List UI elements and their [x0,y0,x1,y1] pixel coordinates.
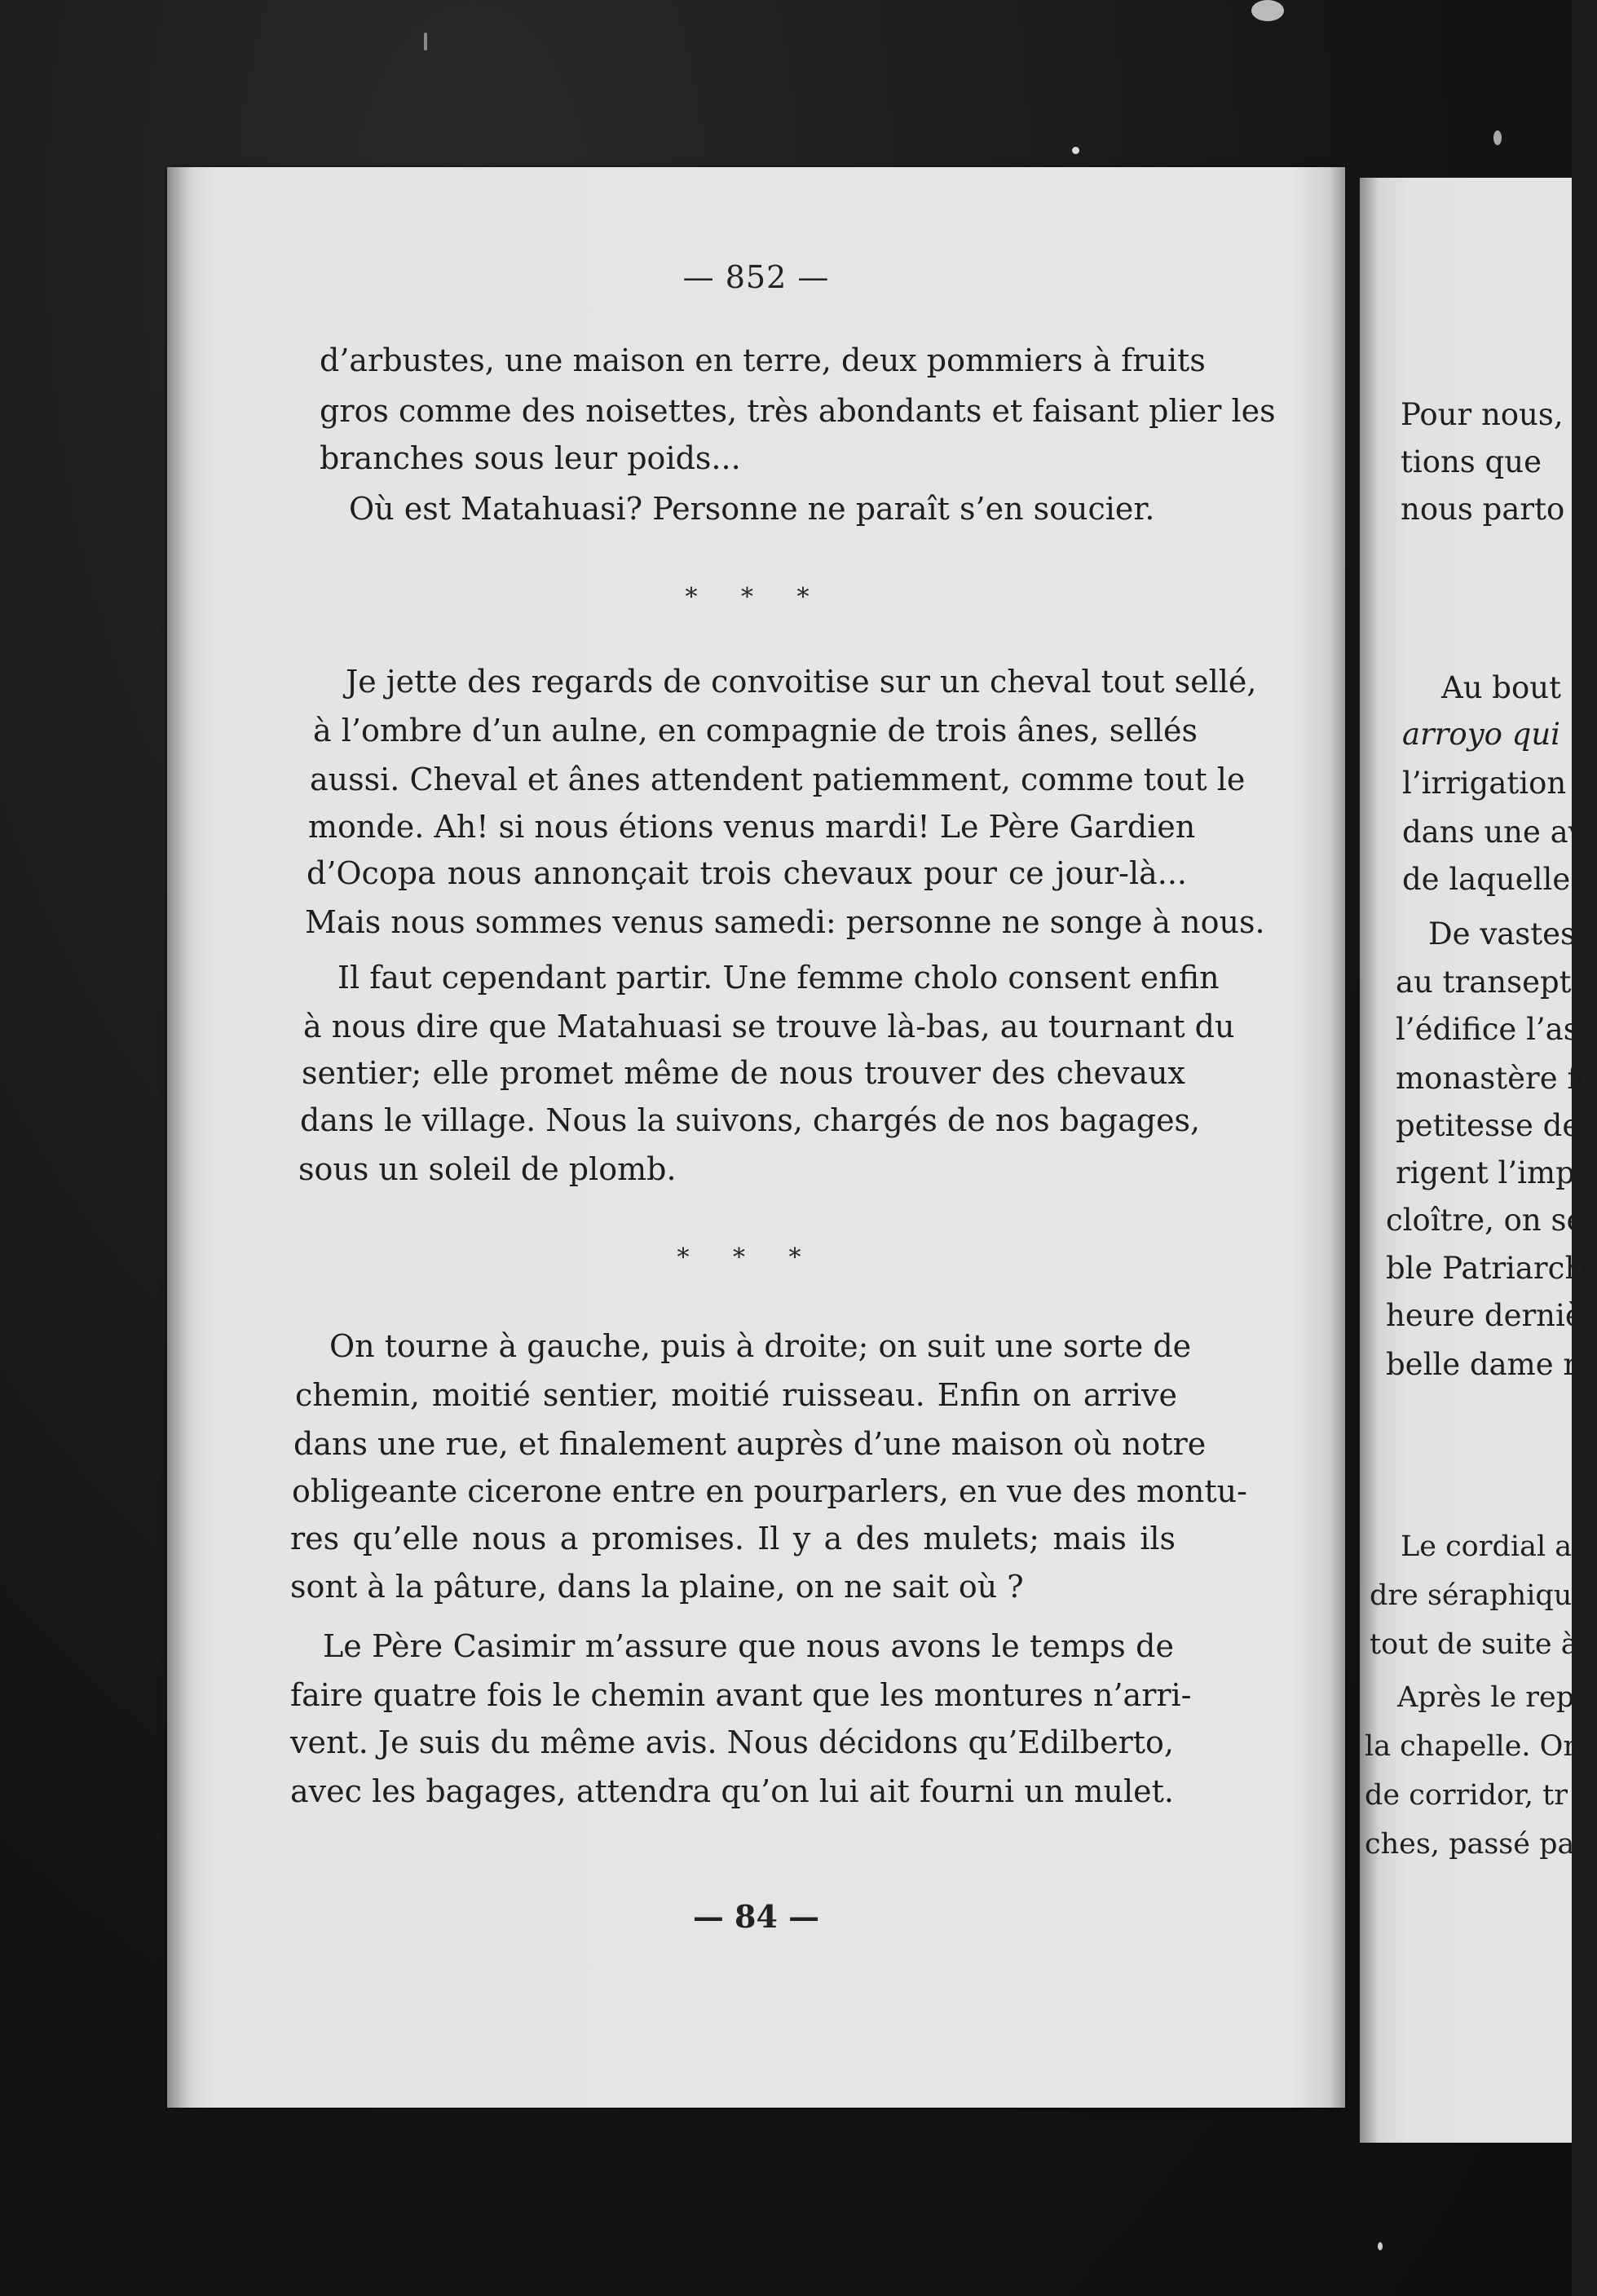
text-line: res qu’elle nous a promises. Il y a des mulets; mais ils [290,1521,1176,1556]
text-line: à nous dire que Matahuasi se trouve là-bas, au tournant du [303,1009,1235,1044]
right-text-line: ble Patriarch [1386,1251,1585,1286]
text-line: obligeante cicerone entre en pourparlers, en vue des montu- [292,1473,1247,1509]
right-text-line: monastère fr [1396,1061,1593,1096]
page-number-footer: — 84 — [692,1898,820,1935]
right-text-line: rigent l’impr [1396,1155,1590,1190]
right-text-line: au transept [1396,965,1572,1000]
right-text-line: heure dernièr [1386,1298,1597,1333]
right-text-line: belle dame m [1386,1347,1592,1382]
text-line: d’arbustes, une maison en terre, deux pommiers à fruits [320,342,1206,378]
text-line: Le Père Casimir m’assure que nous avons le temps de [323,1628,1174,1664]
text-line: gros comme des noisettes, très abondants et faisant plier les [320,393,1276,429]
right-text-line: cloître, on se [1386,1203,1585,1238]
right-text-line: dans une av [1402,815,1586,850]
section-separator: * * * [685,583,827,612]
text-line: sous un soleil de plomb. [298,1151,677,1187]
dust-speck [424,33,427,51]
right-text-line: De vastes [1428,916,1577,952]
text-line: d’Ocopa nous annonçait trois chevaux pour ce jour-là... [307,855,1187,891]
right-text-line: l’édifice l’as [1396,1012,1579,1047]
text-line: vent. Je suis du même avis. Nous décidons qu’Edilberto, [290,1724,1174,1760]
dust-speck [1378,2242,1383,2250]
section-separator: * * * [677,1243,819,1272]
text-line: avec les bagages, attendra qu’on lui ait fourni un mulet. [290,1773,1174,1809]
right-text-line: Au bout [1441,670,1561,705]
right-text-line: dre séraphique [1370,1579,1590,1612]
text-line: Il faut cependant partir. Une femme cholo consent enfin [337,960,1220,996]
dust-speck [1493,130,1502,145]
text-line: monde. Ah! si nous étions venus mardi! Le Père Gardien [308,809,1196,845]
right-text-line: de corridor, tr [1365,1779,1568,1812]
right-text-line: nous parto [1401,492,1565,527]
text-line: dans le village. Nous la suivons, chargés de nos bagages, [300,1102,1201,1138]
text-line: chemin, moitié sentier, moitié ruisseau. Enfin on arrive [295,1377,1177,1413]
text-line: dans une rue, et finalement auprès d’une maison où notre [293,1426,1207,1462]
right-text-line: la chapelle. On [1365,1730,1582,1763]
text-line: aussi. Cheval et ânes attendent patiemment, comme tout le [310,762,1246,797]
right-text-line: de laquelle [1402,862,1571,897]
right-text-line: Après le rep [1397,1681,1575,1714]
text-line: faire quatre fois le chemin avant que les montures n’arri- [290,1677,1192,1713]
text-line: sont à la pâture, dans la plaine, on ne sait où ? [290,1569,1024,1605]
right-text-line: petitesse des [1396,1108,1596,1143]
right-text-line: tions que [1401,444,1542,479]
right-text-line: tout de suite à [1370,1628,1578,1661]
text-line: Où est Matahuasi? Personne ne paraît s’en soucier. [349,491,1155,527]
right-text-line: Pour nous, [1401,397,1564,432]
text-line: branches sous leur poids... [320,440,741,476]
text-line: sentier; elle promet même de nous trouver des chevaux [302,1055,1185,1091]
page-number-header: — 852 — [682,259,830,295]
text-line: On tourne à gauche, puis à droite; on suit une sorte de [329,1328,1192,1364]
right-text-line: ches, passé par [1365,1828,1589,1861]
right-text-line: l’irrigation [1402,766,1567,801]
text-line: à l’ombre d’un aulne, en compagnie de trois ânes, sellés [313,713,1198,748]
text-line: Mais nous sommes venus samedi: personne ne songe à nous. [305,904,1265,940]
right-text-line: arroyo qui [1402,717,1560,752]
dust-speck [1251,0,1284,21]
right-text-line: Le cordial a [1401,1530,1573,1563]
dust-speck [1072,147,1079,154]
text-line: Je jette des regards de convoitise sur un cheval tout sellé, [346,664,1257,700]
